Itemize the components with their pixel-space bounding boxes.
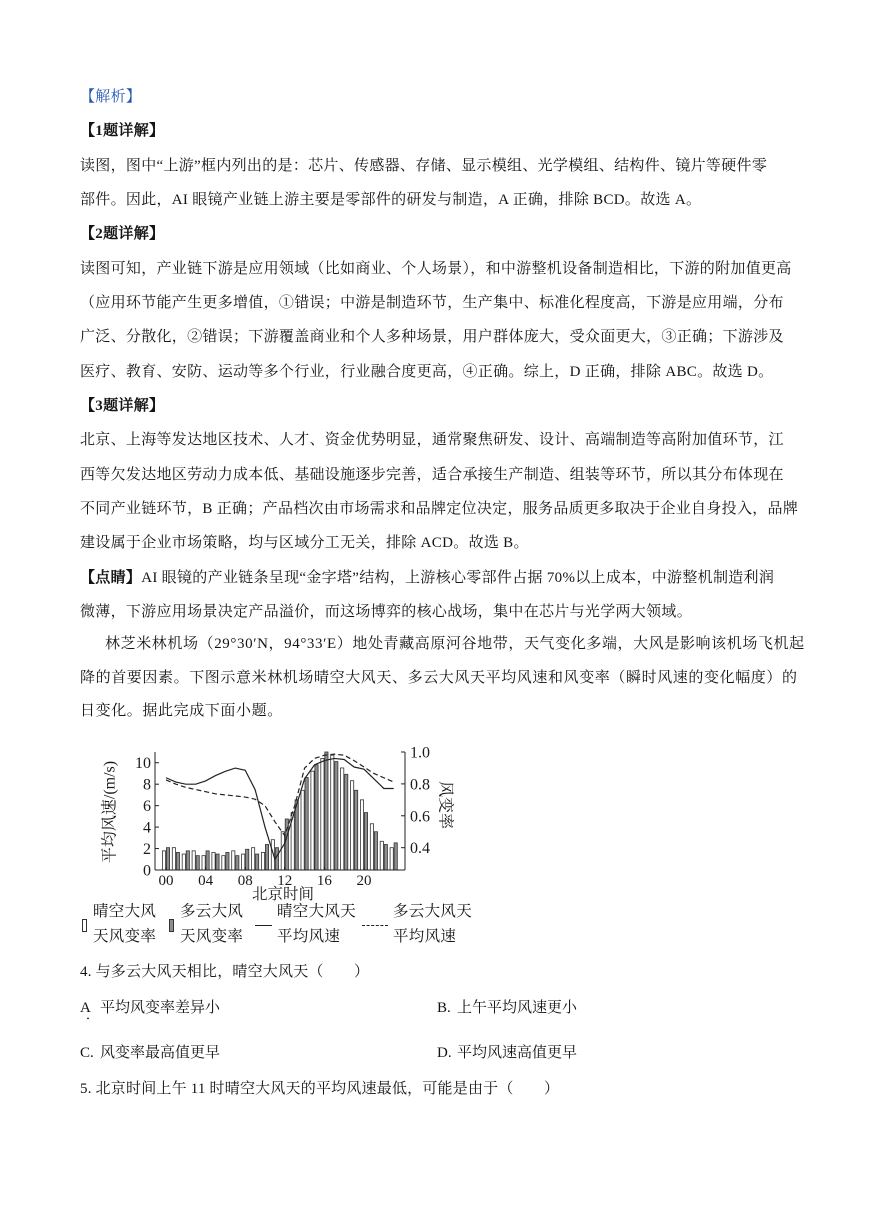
paragraph-line: （应用环节能产生更多增值，①错误；中游是制造环节，生产集中、标准化程度高，下游是应用端，分布 — [80, 294, 784, 311]
y-tick-label: 8 — [143, 776, 151, 794]
paragraph-line: 北京、上海等发达地区技术、人才、资金优势明显，通常聚焦研发、设计、高端制造等高附加值环节，江 — [80, 432, 784, 449]
option-c — [80, 1043, 220, 1063]
paragraph-line: 广泛、分散化，②错误；下游覆盖商业和个人多种场景，用户群体庞大，受众面更大，③正确；下游涉及 — [80, 329, 784, 346]
bar-clear-variability-h15 — [311, 771, 314, 870]
bar-cloudy-variability-h23 — [394, 843, 397, 870]
bar-clear-variability-h5 — [212, 852, 215, 870]
bar-clear-variability-h18 — [341, 768, 344, 870]
tip-text: AI 眼镜的产业链条呈现“金字塔”结构，上游核心零部件占据 70%以上成本，中游整机制造利润 — [141, 569, 775, 586]
option-text: 平均风变率差异小 — [100, 1000, 221, 1016]
bar-clear-variability-h17 — [331, 755, 334, 870]
paragraph-line: 读图，图中“上游”框内列出的是：芯片、传感器、存储、显示模组、光学模组、结构件、镜片等硬件零 — [80, 157, 768, 174]
bar-cloudy-variability-h4 — [206, 851, 209, 870]
option-b — [437, 998, 577, 1018]
bar-cloudy-variability-h6 — [226, 852, 229, 870]
section-heading-3: 【3题详解】 — [80, 397, 165, 414]
option-d — [437, 1043, 577, 1063]
y2-tick-label: 0.4 — [410, 840, 430, 858]
bar-cloudy-variability-h13 — [295, 800, 298, 870]
bar-clear-variability-h22 — [380, 841, 383, 870]
paragraph-line: 建设属于企业市场策略，均与区域分工无关，排除 ACD。故选 B。 — [80, 535, 529, 552]
series-line-cloudy-wind-speed — [166, 754, 394, 836]
paragraph-line: 不同产业链环节，B 正确；产品档次由市场需求和品牌定位决定，服务品质更多取决于企业自身投入，品牌 — [80, 500, 799, 517]
bar-clear-variability-h3 — [192, 851, 195, 870]
passage-block — [80, 628, 840, 729]
y-tick-label: 10 — [135, 755, 151, 773]
bar-cloudy-variability-h18 — [345, 774, 348, 870]
x-tick-label: 16 — [316, 873, 332, 889]
bar-cloudy-variability-h20 — [364, 813, 367, 870]
passage-line: 日变化。据此完成下面小题。 — [80, 703, 283, 719]
bar-clear-variability-h12 — [281, 832, 284, 870]
paragraph-line: 医疗、教育、安防、运动等多个行业，行业融合度更高，④正确。综上，D 正确，排除 ABC。故选 D。 — [80, 363, 774, 380]
passage-line: 降的首要因素。下图示意米林机场晴空大风天、多云大风天平均风速和风变率（瞬时风速的变化幅度）的 — [80, 669, 798, 686]
bar-clear-variability-h7 — [232, 851, 235, 870]
bar-cloudy-variability-h7 — [236, 856, 239, 870]
bar-cloudy-variability-h9 — [256, 854, 259, 870]
bar-clear-variability-h4 — [202, 856, 205, 870]
y2-axis-label: 风变率 — [436, 780, 454, 830]
bar-cloudy-variability-h22 — [384, 844, 387, 870]
option-a — [80, 998, 221, 1022]
bar-clear-variability-h9 — [252, 848, 255, 870]
y-tick-label: 4 — [143, 819, 151, 837]
bar-cloudy-variability-h15 — [315, 765, 318, 870]
x-tick-label: 08 — [237, 873, 253, 889]
bar-clear-variability-h10 — [261, 852, 264, 870]
bar-clear-variability-h2 — [182, 854, 185, 870]
y-axis-label: 平均风速/(m/s) — [101, 760, 119, 864]
option-label: A — [80, 1000, 91, 1016]
paragraph-line: 西等欠发达地区劳动力成本低、基础设施逐步完善，适合承接生产制造、组装等环节，所以其分布体现在 — [80, 466, 784, 483]
option-text: 风变率最高值更早 — [100, 1045, 221, 1061]
bar-clear-variability-h16 — [321, 758, 324, 870]
y2-tick-label: 1.0 — [410, 744, 430, 762]
bar-clear-variability-h23 — [390, 848, 393, 870]
option-label: D. — [437, 1045, 452, 1061]
option-text: 平均风速高值更早 — [457, 1045, 578, 1061]
legend-bar-symbol-cloudy — [169, 919, 174, 932]
bar-cloudy-variability-h21 — [374, 832, 377, 870]
bar-cloudy-variability-h14 — [305, 778, 308, 870]
x-tick-label: 20 — [356, 873, 372, 889]
bar-cloudy-variability-h0 — [166, 848, 169, 870]
x-tick-label: 12 — [277, 873, 293, 889]
option-text: 上午平均风速更小 — [457, 1000, 578, 1016]
bar-clear-variability-h21 — [370, 824, 373, 870]
solution-block — [80, 80, 820, 629]
legend-label-clear-speed: 晴空大风天平均风速 — [277, 903, 357, 945]
bar-clear-variability-h0 — [162, 851, 165, 870]
legend-solid-line-symbol — [255, 925, 272, 926]
y-tick-label: 0 — [143, 862, 151, 880]
option-mark: ． — [86, 1007, 100, 1022]
bar-cloudy-variability-h8 — [246, 849, 249, 870]
bar-clear-variability-h14 — [301, 790, 304, 870]
legend-dashed-line-symbol — [362, 925, 388, 926]
bar-clear-variability-h6 — [222, 856, 225, 870]
section-heading-1: 【1题详解】 — [80, 123, 165, 140]
bar-cloudy-variability-h19 — [355, 790, 358, 870]
bar-clear-variability-h20 — [360, 800, 363, 870]
x-tick-label: 04 — [198, 873, 214, 889]
y2-tick-label: 0.8 — [410, 776, 430, 794]
x-tick-label: 00 — [158, 873, 174, 889]
legend-label-cloudy-speed: 多云大风天平均风速 — [393, 903, 473, 945]
bar-cloudy-variability-h5 — [216, 854, 219, 870]
bar-cloudy-variability-h17 — [335, 762, 338, 870]
bar-cloudy-variability-h10 — [265, 844, 268, 870]
section-heading-2: 【2题详解】 — [80, 226, 165, 243]
paragraph-line: 部件。因此，AI 眼镜产业链上游主要是零部件的研发与制造，A 正确，排除 BCD。故选 A。 — [80, 191, 702, 208]
x-axis-label: 北京时间 — [251, 886, 315, 903]
series-line-clear-wind-speed — [166, 758, 394, 859]
legend-label-cloudy-variability: 多云大风天风变率 — [180, 903, 244, 945]
option-label: C. — [80, 1045, 94, 1061]
paragraph-line: 读图可知，产业链下游是应用领域（比如商业、个人场景），和中游整机设备制造相比，下游的附加值更高 — [80, 260, 792, 277]
passage-line: 林芝米林机场（29°30′N，94°33′E）地处青藏高原河谷地带，天气变化多端，大风是影响该机场飞机起 — [105, 636, 805, 652]
y-tick-label: 6 — [143, 798, 151, 816]
option-label: B. — [437, 1000, 451, 1016]
question-4-stem: 4. 与多云大风天相比，晴空大风天（ ） — [80, 964, 370, 980]
bar-cloudy-variability-h1 — [176, 852, 179, 870]
question-5-stem: 5. 北京时间上午 11 时晴空大风天的平均风速最低，可能是由于（ ） — [80, 1081, 560, 1097]
bar-cloudy-variability-h16 — [325, 752, 328, 870]
bar-clear-variability-h8 — [242, 854, 245, 870]
bar-cloudy-variability-h3 — [196, 856, 199, 870]
y-tick-label: 2 — [143, 841, 151, 859]
legend-label-clear-variability: 晴空大风天风变率 — [93, 903, 157, 945]
bar-clear-variability-h19 — [351, 781, 354, 870]
y2-tick-label: 0.6 — [410, 808, 430, 826]
bar-cloudy-variability-h2 — [186, 851, 189, 870]
tip-line — [80, 561, 820, 595]
tip-line: 微薄，下游应用场景决定产品溢价，而这场博弈的核心战场，集中在芯片与光学两大领域。 — [80, 603, 693, 620]
bar-clear-variability-h1 — [172, 848, 175, 870]
wind-chart — [90, 740, 470, 910]
legend-bar-symbol-clear — [82, 919, 87, 932]
tip-heading: 【点睛】 — [80, 569, 142, 586]
analysis-heading: 【解析】 — [80, 89, 142, 105]
